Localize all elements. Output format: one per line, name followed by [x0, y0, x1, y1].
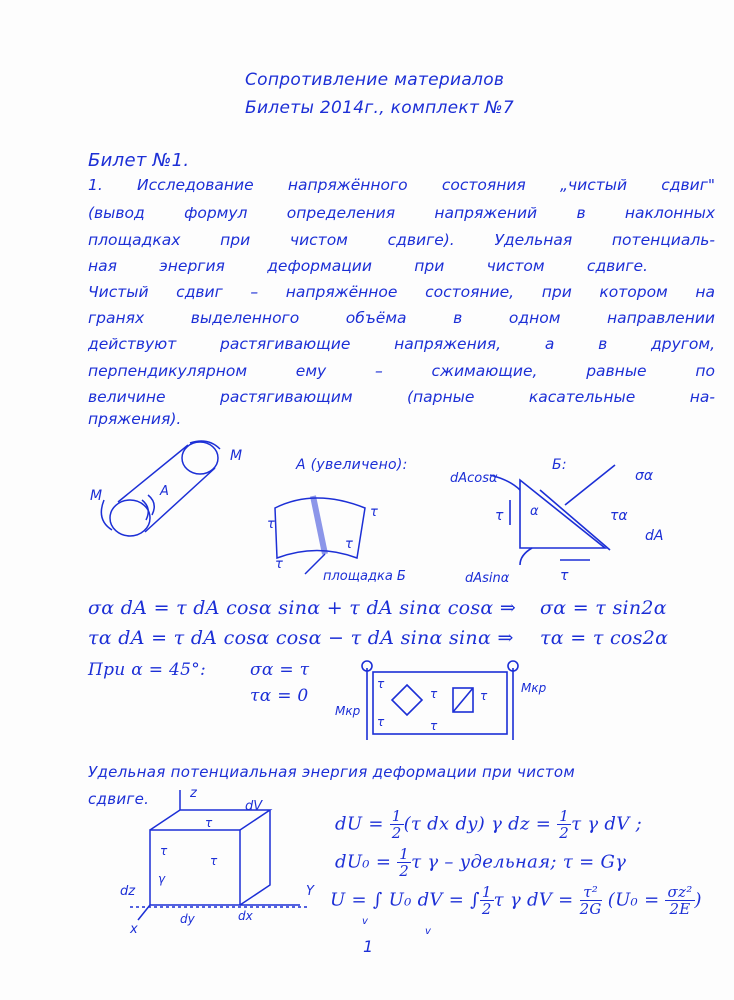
torsion-element-figure [335, 660, 547, 745]
formula-du-rhs: τ γ dV ; [571, 813, 642, 835]
moment-label-bottom: M [90, 488, 103, 504]
ticket-number: Билет №1. [88, 150, 190, 171]
subject-title: Сопротивление материалов [245, 70, 505, 90]
result-tau: τα = τ cos2α [540, 627, 669, 649]
formula-u-mid: τ γ dV = [493, 889, 580, 911]
definition-line: пряжения). [88, 410, 182, 428]
tau-label: τ [160, 844, 168, 858]
equation-tau: τα dA = τ dA cosα cosα − τ dA sinα sinα ⇒ [88, 627, 514, 649]
question-line: 1. Исследование напряжённого состояния „чистый сдвиг" [88, 176, 715, 194]
dacos-label: dAcosα [450, 471, 498, 486]
tau-label: τ [275, 557, 283, 572]
numerator: σz² [667, 883, 693, 901]
definition-line: перпендикулярном ему – сжимающие, равные по [88, 362, 715, 380]
close-paren: ) [694, 889, 702, 911]
tau-label: τ [495, 508, 504, 524]
dz-label: dz [120, 884, 136, 899]
numerator: τ² [580, 884, 602, 901]
tau-label: τ [560, 568, 569, 584]
tau-alpha-label: τα [610, 508, 628, 524]
equation-sigma: σα dA = τ dA cosα sinα + τ dA sinα cosα ⇒ [88, 597, 517, 619]
element-a-caption: А (увеличено): [296, 457, 408, 473]
energy-heading: Удельная потенциальная энергия деформации при чистом [88, 763, 575, 781]
definition-line: Чистый сдвиг – напряжённое состояние, при котором на [88, 283, 715, 301]
shaft-figure [90, 440, 250, 550]
axis-z-label: z [190, 786, 197, 801]
formula-du [335, 808, 642, 841]
question-line: площадках при чистом сдвиге). Удельная потенциаль- [88, 231, 715, 249]
denominator: 2 [399, 862, 410, 880]
dx-label: dx [238, 909, 253, 923]
gamma-label: γ [158, 872, 166, 886]
axis-y-label: Y [306, 884, 314, 899]
tau-label: τ [480, 689, 488, 703]
page-number: 1 [363, 937, 374, 956]
tau-at-45: τα = 0 [250, 686, 309, 706]
element-b-caption: Б: [552, 457, 567, 473]
result-sigma: σα = τ sin2α [540, 597, 667, 619]
integral-limit: v [425, 926, 432, 937]
integral-limit: v [362, 916, 369, 927]
mkr-left-label: Mкр [335, 704, 361, 718]
tau-label: τ [430, 719, 438, 733]
tau-label: τ [370, 505, 378, 520]
sigma-at-45: σα = τ [250, 660, 310, 680]
mkr-right-label: Mкр [521, 681, 547, 695]
element-a-figure [265, 488, 406, 598]
formula-u-lhs: U = ∫ U₀ dV = ∫ [330, 889, 480, 911]
da-label: dA [645, 528, 664, 544]
tau-label: τ [377, 715, 385, 729]
alpha-label: α [530, 504, 539, 519]
formula-u [330, 884, 702, 917]
denominator: 2 [391, 824, 402, 842]
dasin-label: dAsinα [465, 571, 510, 586]
sigma-label: σα [635, 468, 654, 484]
dv-label: dV [245, 799, 263, 814]
element-b-figure [450, 470, 690, 590]
denominator: 2G [579, 900, 602, 918]
definition-line: действуют растягивающие напряжения, а в другом, [88, 335, 715, 353]
formula-u0: (U₀ = [607, 889, 666, 911]
formula-du0 [335, 846, 626, 879]
denominator: 2 [481, 900, 492, 918]
numerator: 1 [481, 883, 492, 901]
question-line: ная энергия деформации при чистом сдвиге. [88, 257, 648, 275]
moment-label-top: M [230, 448, 243, 464]
point-a-label: A [160, 484, 169, 499]
denominator: 2E [669, 900, 691, 918]
formula-du-mid: (τ dx dy) γ dz = [403, 813, 558, 835]
formula-du0-lhs: dU₀ = [335, 851, 398, 873]
tau-label: τ [210, 854, 218, 868]
tau-label: τ [377, 677, 385, 691]
energy-heading-cont: сдвиге. [88, 790, 150, 808]
tau-label: τ [267, 517, 275, 532]
tau-label: τ [430, 687, 438, 701]
question-line: (вывод формул определения напряжений в наклонных [88, 204, 715, 222]
cube-figure [120, 786, 330, 937]
tau-label: τ [345, 537, 353, 552]
formula-du-lhs: dU = [335, 813, 390, 835]
numerator: 1 [391, 807, 402, 825]
numerator: 1 [559, 807, 570, 825]
area-b-label: площадка Б [323, 569, 406, 584]
ticket-set-title: Билеты 2014г., комплект №7 [245, 98, 514, 118]
numerator: 1 [399, 845, 410, 863]
definition-line: гранях выделенного объёма в одном направлении [88, 309, 715, 327]
at-45-label: При α = 45°: [88, 660, 207, 680]
dy-label: dy [180, 912, 195, 926]
tau-label: τ [205, 816, 213, 830]
denominator: 2 [559, 824, 570, 842]
definition-line: величине растягивающим (парные касательные на- [88, 388, 715, 406]
axis-x-label: x [130, 922, 138, 937]
formula-du0-rhs: τ γ – удельная; τ = Gγ [411, 851, 627, 873]
